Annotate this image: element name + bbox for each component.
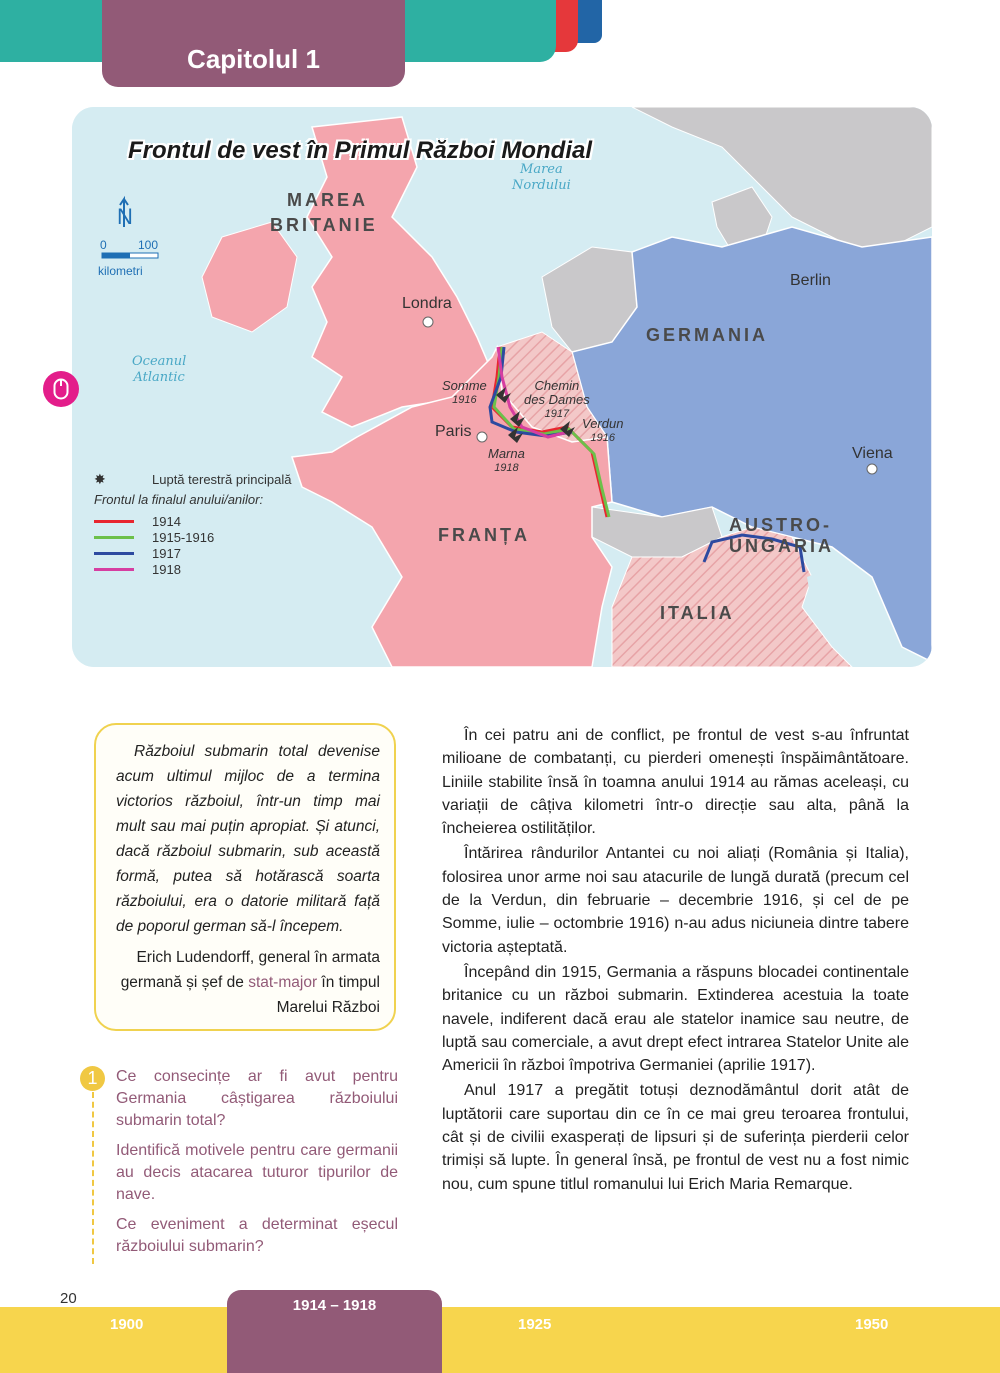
legend-label-1914: 1914 xyxy=(152,513,181,529)
battle-legend-icon: ✸ xyxy=(94,471,106,487)
paragraph-3: Începând din 1915, Germania a răspuns blocadei continentale britanice cu un război submarin. Extinderea acestuia la toate navele, indiferent dacă erau ale statelor inamice sau neutre, de luptă sau comerciale, a avut drept efect intrarea Statelor Unite ale Americii în război împotriva Germaniei (aprilie 1917). xyxy=(442,963,909,1075)
timeline-active-label: 1914 – 1918 xyxy=(292,1297,377,1314)
scale-unit: kilometri xyxy=(98,264,143,278)
legend-swatch-1918 xyxy=(94,568,134,571)
battle-chemin-name2: des Dames xyxy=(524,392,590,407)
label-france: FRANȚA xyxy=(438,525,530,545)
question-1: Ce consecințe ar fi avut pentru Germania câștigarea războiului submarin total? xyxy=(116,1068,398,1129)
legend-label-1915-1916: 1915-1916 xyxy=(152,529,215,545)
page-number: 20 xyxy=(60,1290,77,1307)
quote-source-post: în timpul Marelui Război xyxy=(276,974,380,1016)
paragraph-1: În cei patru ani de conflict, pe frontul de vest s-au înfruntat milioane de combatanți, cu pierderi omenești înspăimântătoare. Liniile stabilite însă în toamna anului 1914 au rămas aceleași, cu variații de câțiva kilometri într-o direcție sau alta, până la încheierea ostilităților. xyxy=(442,727,909,838)
paris-dot xyxy=(477,432,487,442)
paragraph-2: Întărirea rândurilor Antantei cu noi aliați (România și Italia), folosirea unor arme noi sau atacurile de lungă durată (precum cel de la Verdun, din februarie – decembrie 1916, și cel de pe Somme, iulie – octombrie 1916) n-au adus niciuneia dintre tabere victoria așteptată. xyxy=(442,845,909,956)
battle-somme xyxy=(442,379,487,407)
mouse-icon-svg xyxy=(53,378,69,400)
legend-label-1918: 1918 xyxy=(152,561,181,577)
scale-bar-fill xyxy=(102,253,130,258)
quote-source-pre: Erich Ludendorff, general în armata germană și șef de xyxy=(120,949,380,991)
sea-atlantic-line1: Oceanul xyxy=(132,354,187,369)
question-number-badge: 1 xyxy=(80,1066,105,1091)
question-3: Ce eveniment a determinat eșecul războiului submarin? xyxy=(116,1216,398,1255)
map-title: Frontul de vest în Primul Război Mondial xyxy=(128,137,593,164)
battle-somme-name: Somme xyxy=(442,378,487,393)
city-vienna: Viena xyxy=(852,445,893,462)
map-graphic xyxy=(72,107,932,667)
quote-box xyxy=(94,723,396,1031)
battle-verdun xyxy=(582,417,623,445)
chapter-title: Capitolul 1 xyxy=(187,44,320,74)
legend-swatch-1915-1916 xyxy=(94,536,134,539)
legend-label-1917: 1917 xyxy=(152,545,181,561)
legend-row-1917 xyxy=(94,545,291,561)
battle-chemin-year: 1917 xyxy=(544,408,570,420)
legend-row-1914 xyxy=(94,513,291,529)
legend-front-heading: Frontul la finalul anului/anilor: xyxy=(94,492,264,507)
label-italy: ITALIA xyxy=(660,603,735,623)
sea-north-line2: Nordului xyxy=(512,178,571,193)
legend-swatch-1917 xyxy=(94,552,134,555)
legend-battle-row xyxy=(94,471,291,488)
label-austria-hungary: AUSTRO-UNGARIA xyxy=(729,515,834,556)
battle-chemin-name: Chemin xyxy=(534,378,580,393)
western-front-map xyxy=(72,107,932,667)
main-text xyxy=(442,724,909,1198)
map-legend xyxy=(94,471,291,577)
mouse-icon[interactable] xyxy=(43,371,79,407)
battle-verdun-name: Verdun xyxy=(582,416,624,431)
timeline-year-1950: 1950 xyxy=(855,1316,889,1333)
battle-chemin-des-dames xyxy=(524,379,590,421)
london-dot xyxy=(423,317,433,327)
question-2: Identifică motivele pentru care germanii au decis atacarea tuturor tipurilor de nave. xyxy=(116,1142,398,1203)
vienna-dot xyxy=(867,464,877,474)
chapter-tab xyxy=(102,0,405,87)
label-germany: GERMANIA xyxy=(646,325,768,345)
battle-marna xyxy=(488,447,525,475)
battle-verdun-year: 1916 xyxy=(590,432,615,444)
timeline-active-period xyxy=(227,1290,442,1373)
city-paris: Paris xyxy=(435,423,472,440)
legend-battle-label: Luptă terestră principală xyxy=(152,472,292,487)
city-london: Londra xyxy=(402,295,452,312)
question-dashed-line xyxy=(92,1092,94,1264)
label-great-britain-2: BRITANIE xyxy=(270,215,378,235)
glossary-link-stat-major[interactable]: stat-major xyxy=(248,974,318,991)
legend-row-1915-1916 xyxy=(94,529,291,545)
label-great-britain-1: MAREA xyxy=(287,190,368,210)
battle-marna-year: 1918 xyxy=(494,462,519,474)
quote-text: Războiul submarin total devenise acum ultimul mijloc de a termina victorios războiul, într-un timp mai mult sau mai puțin apropiat. Și atunci, dacă războiul submarin, sub această formă, putea să hotărască soarta războiului, era o datorie militară față de poporul german să-l începem. xyxy=(116,743,380,935)
timeline-year-1900: 1900 xyxy=(110,1316,144,1333)
battle-somme-year: 1916 xyxy=(452,394,477,406)
quote-source xyxy=(116,945,380,1020)
sea-atlantic-line2: Atlantic xyxy=(133,370,185,385)
scale-zero: 0 xyxy=(100,238,107,252)
scale-hundred: 100 xyxy=(138,238,159,252)
battle-marna-name: Marna xyxy=(488,446,525,461)
timeline-bar xyxy=(0,1307,1000,1373)
sea-north xyxy=(512,162,571,194)
paragraph-4: Anul 1917 a pregătit totuși deznodământul dorit atât de luptătorii care suportau din ce în ce mai greu teroarea frontului, cât și de civilii exasperați de lipsuri și de suferința pierderii celor trimiși să lupte. În general însă, pe frontul de vest nu a fost nimic nou, cum spune titlul romanului lui Erich Maria Remarque. xyxy=(442,1082,909,1193)
timeline-year-1925: 1925 xyxy=(518,1316,552,1333)
legend-row-1918 xyxy=(94,561,291,577)
sea-north-line1: Marea xyxy=(520,162,563,177)
city-berlin: Berlin xyxy=(790,272,831,289)
legend-swatch-1914 xyxy=(94,520,134,523)
sea-atlantic xyxy=(132,354,186,386)
north-label: N xyxy=(117,204,133,229)
questions-block xyxy=(116,1066,398,1266)
